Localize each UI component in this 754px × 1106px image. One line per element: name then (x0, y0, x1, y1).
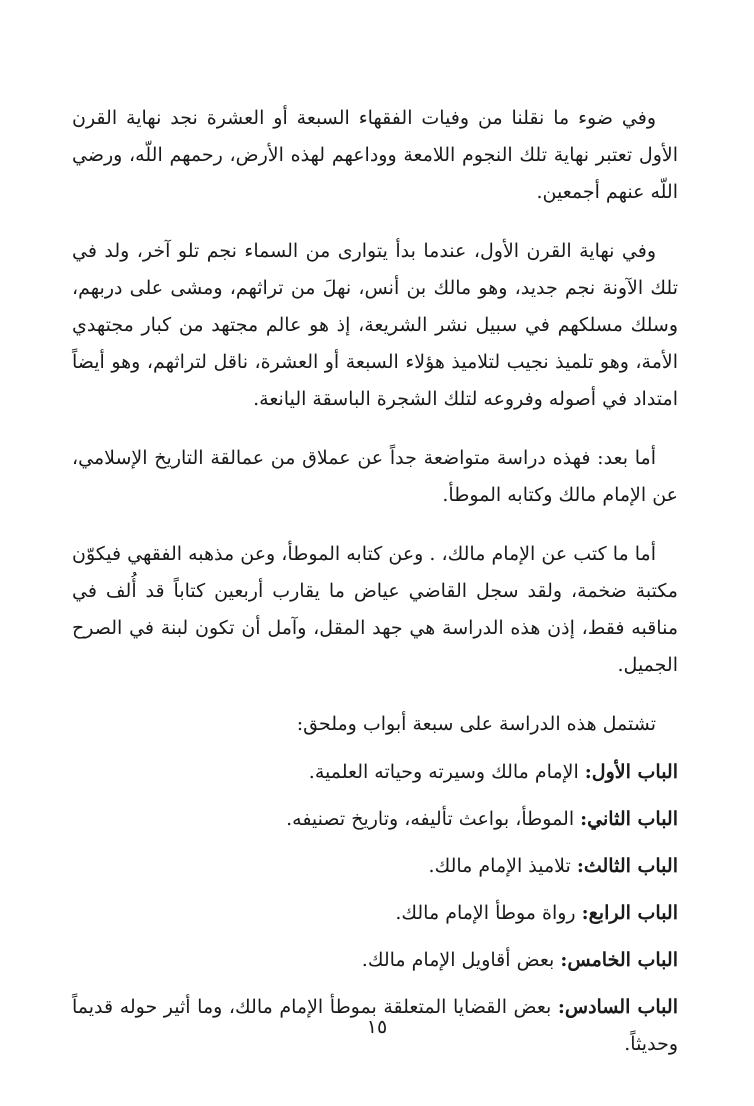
chapter-4-text: رواة موطأ الإمام مالك. (395, 902, 576, 924)
chapter-6-text: بعض القضايا المتعلقة بموطأ الإمام مالك، وما أثير حوله قديماً وحديثاً. (72, 996, 678, 1055)
chapter-5 (72, 942, 678, 979)
paragraph-4: أما ما كتب عن الإمام مالك، . وعن كتابه الموطأ، وعن مذهبه الفقهي فيكوّن مكتبة ضخمة، ولقد سجل القاضي عياض ما يقارب أربعين كتاباً قد أُلف في مناقبه فقط، إذن هذه الدراسة هي جهد المقل، وآمل أن تكون لبنة في الصرح الجميل. (72, 543, 678, 676)
chapter-5-text: بعض أقاويل الإمام مالك. (361, 949, 555, 971)
chapter-3-label: الباب الثالث: (576, 855, 678, 877)
chapter-3 (72, 848, 678, 885)
chapter-4 (72, 895, 678, 932)
chapter-2 (72, 801, 678, 838)
chapter-3-text: تلاميذ الإمام مالك. (428, 855, 571, 877)
chapter-5-label: الباب الخامس: (560, 949, 678, 971)
page-body (72, 100, 678, 1073)
chapter-1-text: الإمام مالك وسيرته وحياته العلمية. (308, 761, 579, 783)
chapter-4-label: الباب الرابع: (581, 902, 678, 924)
paragraph-1: وفي ضوء ما نقلنا من وفيات الفقهاء السبعة أو العشرة نجد نهاية القرن الأول تعتبر نهاية تلك النجوم اللامعة ووداعهم لهذه الأرض، رحمهم اللّه، ورضي اللّه عنهم أجمعين. (72, 107, 678, 203)
chapter-1-label: الباب الأول: (584, 761, 678, 783)
chapter-6-label: الباب السادس: (557, 996, 678, 1018)
paragraph-2: وفي نهاية القرن الأول، عندما بدأ يتوارى من السماء نجم تلو آخر، ولد في تلك الآونة نجم جديد، وهو مالك بن أنس، نهلَ من تراثهم، ومشى على دربهم، وسلك مسلكهم في سبيل نشر الشريعة، إذ هو عالم مجتهد من كبار مجتهدي الأمة، وهو تلميذ نجيب لتلاميذ هؤلاء السبعة أو العشرة، ناقل لتراثهم، وهو أيضاً امتداد في أصوله وفروعه لتلك الشجرة الباسقة اليانعة. (72, 240, 678, 410)
chapter-2-label: الباب الثاني: (580, 808, 678, 830)
page-number: ١٥ (366, 1016, 388, 1038)
chapter-2-text: الموطأ، بواعث تأليفه، وتاريخ تصنيفه. (286, 808, 575, 830)
chapter-1 (72, 754, 678, 791)
paragraph-3: أما بعد: فهذه دراسة متواضعة جداً عن عملاق من عمالقة التاريخ الإسلامي، عن الإمام مالك وكتابه الموطأ. (72, 447, 678, 506)
chapters-intro: تشتمل هذه الدراسة على سبعة أبواب وملحق: (296, 713, 656, 735)
